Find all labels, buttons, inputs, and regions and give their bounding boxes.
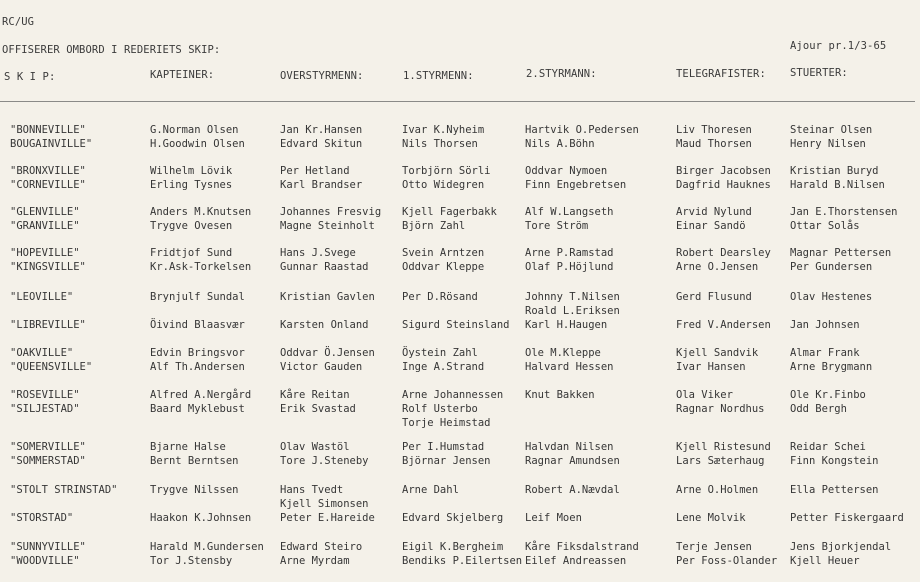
radio-operator-name: Ola Viker [676,389,733,401]
ship-name: "BRONXVILLE" [10,165,86,177]
table-cell-second-mate-name [525,290,620,318]
header-steward: STUERTER: [790,67,848,79]
second-mate-name: Roald L.Eriksen [525,305,620,317]
table-cell-captain-name [150,164,232,192]
captain-name: Anders M.Knutsen [150,206,252,218]
table-cell-radio-operator-name [676,483,758,497]
first-mate-name: Rolf Usterbo [402,403,478,415]
table-cell-ship-name [10,123,92,151]
radio-operator-name: Einar Sandö [676,220,746,232]
table-cell-first-mate-name [402,123,484,151]
ship-name: "SUNNYVILLE" [10,541,86,553]
second-mate-name: Leif Moen [525,512,582,524]
ship-name: "HOPEVILLE" [10,247,80,259]
table-cell-first-mate-name [402,346,484,374]
second-mate-name: Ole M.Kleppe [525,347,601,359]
first-mate-name: Otto Widegren [402,179,485,191]
table-cell-first-mate-name [402,511,503,525]
ship-name: BOUGAINVILLE" [10,138,93,150]
second-mate-name: Hartvik O.Pedersen [525,124,639,136]
chief-officer-name: Kåre Reitan [280,389,350,401]
table-cell-ship-name [10,164,86,192]
radio-operator-name: Arvid Nylund [676,206,752,218]
steward-name: Henry Nilsen [790,138,866,150]
radio-operator-name: Fred V.Andersen [676,319,771,331]
radio-operator-name: Terje Jensen [676,541,752,553]
table-cell-steward-name [790,290,872,304]
chief-officer-name: Peter E.Hareide [280,512,375,524]
first-mate-name: Björn Zahl [402,220,466,232]
ship-name: "BONNEVILLE" [10,124,86,136]
ship-name: "LEOVILLE" [10,291,74,303]
captain-name: Fridtjof Sund [150,247,233,259]
second-mate-name: Oddvar Nymoen [525,165,608,177]
captain-name: Öivind Blaasvær [150,319,245,331]
table-cell-steward-name [790,483,879,497]
steward-name: Petter Fiskergaard [790,512,904,524]
first-mate-name: Per I.Humstad [402,441,485,453]
chief-officer-name: Edvard Skitun [280,138,363,150]
table-cell-ship-name [10,246,86,274]
table-cell-ship-name [10,540,86,568]
table-cell-steward-name [790,440,879,468]
chief-officer-name: Jan Kr.Hansen [280,124,363,136]
table-cell-chief-officer-name [280,205,381,233]
chief-officer-name: Victor Gauden [280,361,363,373]
table-cell-second-mate-name [525,388,595,402]
ship-name: "STOLT STRINSTAD" [10,484,118,496]
steward-name: Almar Frank [790,347,860,359]
table-cell-radio-operator-name [676,123,752,151]
table-cell-second-mate-name [525,511,582,525]
table-cell-first-mate-name [402,483,459,497]
chief-officer-name: Karsten Onland [280,319,369,331]
radio-operator-name: Ragnar Nordhus [676,403,765,415]
chief-officer-name: Arne Myrdam [280,555,350,567]
table-cell-radio-operator-name [676,388,765,416]
steward-name: Finn Kongstein [790,455,879,467]
update-date: Ajour pr.1/3-65 [790,40,887,52]
second-mate-name: Karl H.Haugen [525,319,608,331]
table-cell-first-mate-name [402,164,491,192]
chief-officer-name: Tore J.Steneby [280,455,369,467]
captain-name: Bernt Berntsen [150,455,239,467]
header-second-mate: 2.STYRMANN: [526,68,597,80]
chief-officer-name: Kjell Simonsen [280,498,369,510]
first-mate-name: Nils Thorsen [402,138,478,150]
first-mate-name: Torje Heimstad [402,417,491,429]
radio-operator-name: Kjell Sandvik [676,347,759,359]
radio-operator-name: Kjell Ristesund [676,441,771,453]
steward-name: Per Gundersen [790,261,873,273]
chief-officer-name: Per Hetland [280,165,350,177]
first-mate-name: Kjell Fagerbakk [402,206,497,218]
table-cell-chief-officer-name [280,346,375,374]
chief-officer-name: Oddvar Ö.Jensen [280,347,375,359]
chief-officer-name: Erik Svastad [280,403,356,415]
table-cell-second-mate-name [525,318,607,332]
first-mate-name: Svein Arntzen [402,247,485,259]
table-cell-first-mate-name [402,290,478,304]
first-mate-name: Arne Johannessen [402,389,504,401]
chief-officer-name: Edward Steiro [280,541,363,553]
table-cell-radio-operator-name [676,164,771,192]
first-mate-name: Per D.Rösand [402,291,478,303]
captain-name: Erling Tysnes [150,179,233,191]
table-cell-ship-name [10,440,86,468]
table-cell-radio-operator-name [676,318,771,332]
table-cell-captain-name [150,290,245,304]
first-mate-name: Edvard Skjelberg [402,512,504,524]
radio-operator-name: Arne O.Holmen [676,484,759,496]
steward-name: Olav Hestenes [790,291,873,303]
second-mate-name: Johnny T.Nilsen [525,291,620,303]
captain-name: Trygve Nilssen [150,484,239,496]
table-cell-captain-name [150,540,264,568]
table-cell-second-mate-name [525,164,626,192]
second-mate-name: Finn Engebretsen [525,179,627,191]
radio-operator-name: Robert Dearsley [676,247,771,259]
steward-name: Odd Bergh [790,403,847,415]
steward-name: Arne Brygmann [790,361,873,373]
table-cell-second-mate-name [525,246,614,274]
table-cell-second-mate-name [525,205,614,233]
radio-operator-name: Gerd Flusund [676,291,752,303]
table-cell-captain-name [150,388,251,416]
steward-name: Ella Pettersen [790,484,879,496]
steward-name: Steinar Olsen [790,124,873,136]
header-radio-operator: TELEGRAFISTER: [676,68,766,80]
captain-name: G.Norman Olsen [150,124,239,136]
table-cell-radio-operator-name [676,346,758,374]
ship-name: "STORSTAD" [10,512,74,524]
radio-operator-name: Ivar Hansen [676,361,746,373]
table-cell-first-mate-name [402,205,497,233]
table-cell-steward-name [790,318,860,332]
ship-name: "CORNEVILLE" [10,179,86,191]
steward-name: Jens Bjorkjendal [790,541,892,553]
table-cell-radio-operator-name [676,540,777,568]
table-cell-radio-operator-name [676,440,771,468]
steward-name: Jan Johnsen [790,319,860,331]
table-cell-ship-name [10,388,80,416]
chief-officer-name: Magne Steinholt [280,220,375,232]
radio-operator-name: Lars Sæterhaug [676,455,765,467]
first-mate-name: Oddvar Kleppe [402,261,485,273]
table-cell-steward-name [790,246,891,274]
table-cell-steward-name [790,205,897,233]
header-captain: KAPTEINER: [150,69,215,81]
table-cell-first-mate-name [402,318,509,332]
steward-name: Ottar Solås [790,220,860,232]
second-mate-name: Alf W.Langseth [525,206,614,218]
first-mate-name: Ivar K.Nyheim [402,124,485,136]
header-ship: S K I P: [4,71,56,83]
table-cell-captain-name [150,205,251,233]
second-mate-name: Robert A.Nævdal [525,484,620,496]
table-cell-second-mate-name [525,123,639,151]
radio-operator-name: Birger Jacobsen [676,165,771,177]
table-cell-second-mate-name [525,540,639,568]
second-mate-name: Nils A.Böhn [525,138,595,150]
table-cell-chief-officer-name [280,318,369,332]
table-cell-radio-operator-name [676,205,752,233]
table-cell-captain-name [150,440,239,468]
second-mate-name: Tore Ström [525,220,589,232]
second-mate-name: Halvdan Nilsen [525,441,614,453]
steward-name: Ole Kr.Finbo [790,389,866,401]
document-title: OFFISERER OMBORD I REDERIETS SKIP: [2,44,221,56]
second-mate-name: Halvard Hessen [525,361,614,373]
table-cell-captain-name [150,346,245,374]
table-cell-radio-operator-name [676,246,771,274]
table-cell-steward-name [790,123,872,151]
table-cell-steward-name [790,511,904,525]
header-chief-officer: OVERSTYRMENN: [280,70,364,82]
first-mate-name: Torbjörn Sörli [402,165,491,177]
ship-name: "SILJESTAD" [10,403,80,415]
steward-name: Kjell Heuer [790,555,860,567]
ship-name: "ROSEVILLE" [10,389,80,401]
captain-name: Tor J.Stensby [150,555,233,567]
radio-operator-name: Maud Thorsen [676,138,752,150]
radio-operator-name: Per Foss-Olander [676,555,778,567]
second-mate-name: Eilef Andreassen [525,555,627,567]
header-rule [0,101,915,102]
chief-officer-name: Kristian Gavlen [280,291,375,303]
ship-name: "OAKVILLE" [10,347,74,359]
table-cell-steward-name [790,346,872,374]
table-cell-second-mate-name [525,483,620,497]
table-cell-ship-name [10,511,73,525]
table-cell-first-mate-name [402,246,484,274]
captain-name: Baard Myklebust [150,403,245,415]
captain-name: Harald M.Gundersen [150,541,264,553]
table-cell-captain-name [150,511,251,525]
ship-name: "SOMERVILLE" [10,441,86,453]
table-cell-ship-name [10,290,73,304]
ship-name: "SOMMERSTAD" [10,455,86,467]
captain-name: Haakon K.Johnsen [150,512,252,524]
document-reference: RC/UG [2,16,35,28]
first-mate-name: Arne Dahl [402,484,459,496]
captain-name: Trygve Ovesen [150,220,233,232]
table-cell-chief-officer-name [280,246,369,274]
table-cell-steward-name [790,388,866,416]
steward-name: Jan E.Thorstensen [790,206,898,218]
radio-operator-name: Arne O.Jensen [676,261,759,273]
first-mate-name: Inge A.Strand [402,361,485,373]
table-cell-captain-name [150,123,245,151]
steward-name: Magnar Pettersen [790,247,892,259]
table-cell-ship-name [10,318,86,332]
chief-officer-name: Olav Wastöl [280,441,350,453]
table-cell-chief-officer-name [280,511,375,525]
radio-operator-name: Liv Thoresen [676,124,752,136]
table-cell-steward-name [790,164,885,192]
steward-name: Kristian Buryd [790,165,879,177]
table-cell-chief-officer-name [280,123,362,151]
ship-name: "QUEENSVILLE" [10,361,93,373]
table-cell-captain-name [150,318,245,332]
second-mate-name: Arne P.Ramstad [525,247,614,259]
second-mate-name: Olaf P.Höjlund [525,261,614,273]
table-cell-chief-officer-name [280,388,356,416]
ship-name: "GRANVILLE" [10,220,80,232]
captain-name: H.Goodwin Olsen [150,138,245,150]
captain-name: Kr.Ask-Torkelsen [150,261,252,273]
second-mate-name: Ragnar Amundsen [525,455,620,467]
radio-operator-name: Lene Molvik [676,512,746,524]
table-cell-first-mate-name [402,388,503,430]
second-mate-name: Kåre Fiksdalstrand [525,541,639,553]
first-mate-name: Björnar Jensen [402,455,491,467]
table-cell-radio-operator-name [676,290,752,304]
ship-name: "KINGSVILLE" [10,261,86,273]
chief-officer-name: Hans J.Svege [280,247,356,259]
table-cell-first-mate-name [402,440,491,468]
first-mate-name: Eigil K.Bergheim [402,541,504,553]
table-cell-second-mate-name [525,346,614,374]
table-cell-ship-name [10,483,117,497]
table-cell-chief-officer-name [280,440,369,468]
header-first-mate: 1.STYRMENN: [403,70,474,82]
first-mate-name: Sigurd Steinsland [402,319,510,331]
captain-name: Edvin Bringsvor [150,347,245,359]
first-mate-name: Bendiks P.Eilertsen [402,555,523,567]
table-cell-second-mate-name [525,440,620,468]
ship-name: "WOODVILLE" [10,555,80,567]
table-cell-captain-name [150,483,239,497]
ship-name: "GLENVILLE" [10,206,80,218]
captain-name: Brynjulf Sundal [150,291,245,303]
steward-name: Reidar Schei [790,441,866,453]
chief-officer-name: Hans Tvedt [280,484,344,496]
first-mate-name: Öystein Zahl [402,347,478,359]
table-cell-captain-name [150,246,251,274]
table-cell-ship-name [10,205,80,233]
table-cell-chief-officer-name [280,290,375,304]
second-mate-name: Knut Bakken [525,389,595,401]
chief-officer-name: Gunnar Raastad [280,261,369,273]
table-cell-steward-name [790,540,891,568]
table-cell-chief-officer-name [280,483,369,511]
table-cell-first-mate-name [402,540,522,568]
table-cell-radio-operator-name [676,511,746,525]
chief-officer-name: Karl Brandser [280,179,363,191]
steward-name: Harald B.Nilsen [790,179,885,191]
radio-operator-name: Dagfrid Hauknes [676,179,771,191]
captain-name: Bjarne Halse [150,441,226,453]
table-cell-chief-officer-name [280,540,362,568]
ship-name: "LIBREVILLE" [10,319,86,331]
table-cell-chief-officer-name [280,164,362,192]
chief-officer-name: Johannes Fresvig [280,206,382,218]
captain-name: Alf Th.Andersen [150,361,245,373]
captain-name: Wilhelm Lövik [150,165,233,177]
captain-name: Alfred A.Nergård [150,389,252,401]
table-cell-ship-name [10,346,92,374]
